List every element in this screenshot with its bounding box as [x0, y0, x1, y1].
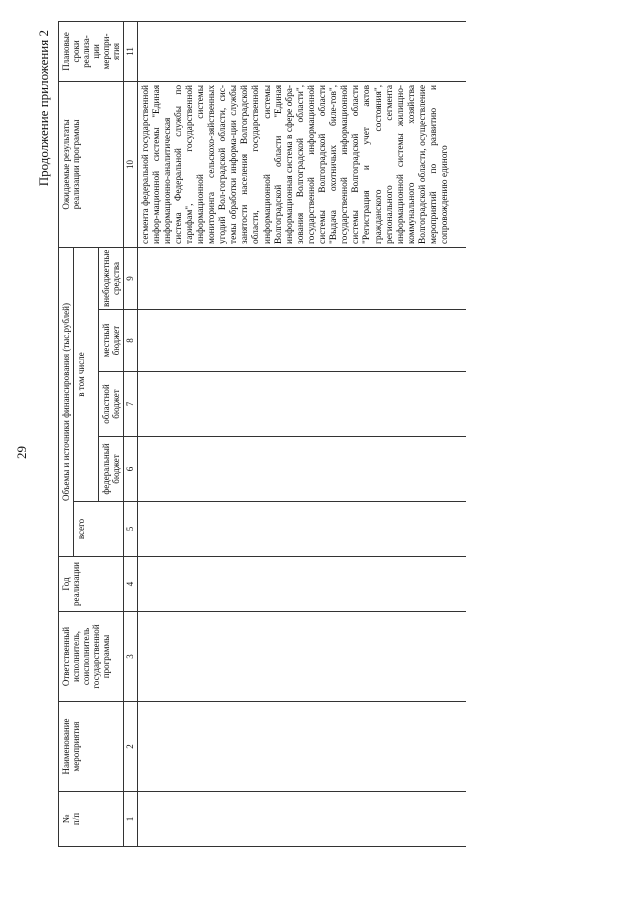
header-federal: федеральный бюджет [99, 437, 124, 502]
table-row [137, 21, 466, 846]
cell-year [137, 557, 466, 612]
col-number: 2 [124, 702, 137, 792]
col-number: 11 [124, 21, 137, 81]
header-name: Наименование мероприятия [59, 702, 124, 792]
header-expected: Ожидаемые результаты реализации программы [59, 81, 124, 247]
col-number: 4 [124, 557, 137, 612]
cell-offbudget [137, 247, 466, 309]
header-local: местный бюджет [99, 310, 124, 372]
cell-expected-results: сегмента федеральной государственной инфор-мационной системы "Единая информационно-аналитическая система Федеральной службы по тарифам", государственной информационной системы мониторинга сельскохо-зяйственных угодий Вол-гоградской области, сис-темы обработки информа-ции службы занятости населения Волгоградской области, государственной информационной системы Волгоградской области "Единая информационная система в сфере обра-зования Волгоградской области", государственной информационной системы Волгоградской области "Выдача охотничьих биле-тов", государственной информационной системы Волгоградской области "Регистрация и учет актов гражданского состояния", регионального сегмента информационной системы жилищно-коммунального хозяйства Волгоградской области, осуществление мероприятий по развитию и сопровождению единого [137, 81, 466, 247]
program-table [58, 21, 466, 847]
cell-regional [137, 372, 466, 437]
header-num: № п/п [59, 792, 124, 847]
col-number: 6 [124, 437, 137, 502]
cell-name [137, 702, 466, 792]
cell-total [137, 502, 466, 557]
continuation-label: Продолжение приложения 2 [36, 30, 51, 187]
header-terms: Плановые сроки реализа- ции меропри- ятия [59, 21, 124, 81]
header-offbudget: внебюджетные средства [99, 247, 124, 309]
col-number: 9 [124, 247, 137, 309]
header-regional: областной бюджет [99, 372, 124, 437]
header-executor: Ответственный исполнитель, соисполнитель государственной программы [59, 612, 124, 702]
column-numbers-row [124, 21, 137, 846]
header-including: в том числе [74, 247, 99, 501]
cell-local [137, 310, 466, 372]
header-year: Год реализации [59, 557, 124, 612]
col-number: 7 [124, 372, 137, 437]
page-number: 29 [14, 446, 29, 459]
col-number: 1 [124, 792, 137, 847]
cell-terms [137, 21, 466, 81]
cell-executor [137, 612, 466, 702]
col-number: 8 [124, 310, 137, 372]
cell-federal [137, 437, 466, 502]
col-number: 5 [124, 502, 137, 557]
header-row-1 [59, 21, 74, 846]
col-number: 10 [124, 81, 137, 247]
col-number: 3 [124, 612, 137, 702]
header-total: всего [74, 502, 124, 557]
header-funding: Объемы и источники финансирования (тыс.рублей) [59, 247, 74, 556]
cell-num [137, 792, 466, 847]
